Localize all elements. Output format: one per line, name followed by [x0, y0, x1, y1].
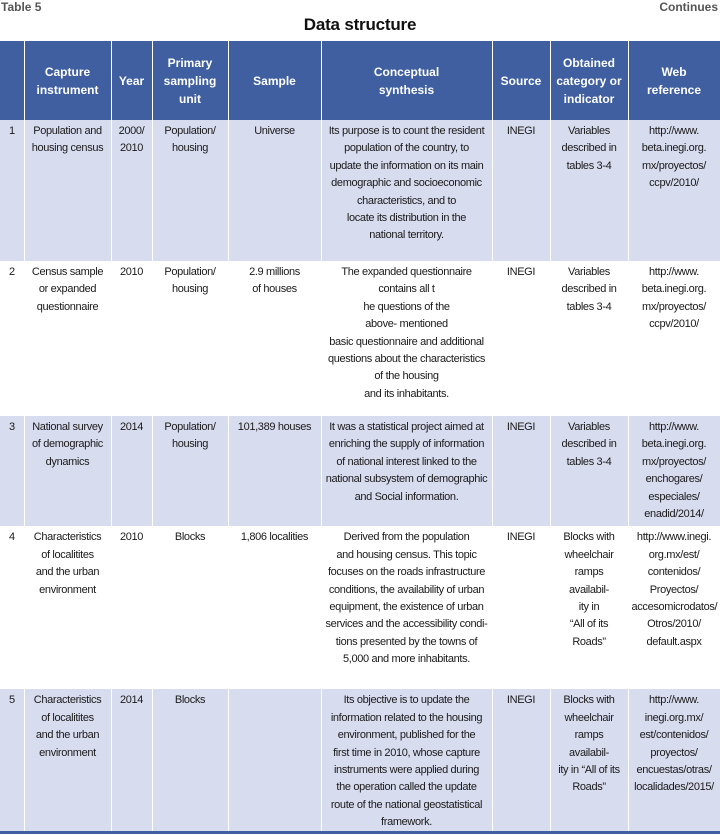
column-header-obtained-category: Obtained category or indicator — [550, 41, 628, 120]
row-number: 3 — [0, 416, 24, 526]
sample-cell: 101,389 houses — [228, 416, 321, 526]
conceptual-synthesis-cell: It was a statistical project aimed at enriching the supply of information of national interest linked to the national subsystem of demographic and Social information. — [321, 416, 492, 526]
year-cell: 2010 — [111, 526, 152, 689]
table-row — [0, 261, 720, 416]
capture-instrument-cell: Characteristics of localitites and the urban environment — [24, 526, 111, 689]
column-header-web-reference: Web reference — [628, 41, 720, 120]
source-cell: INEGI — [492, 120, 550, 261]
top-bar — [0, 0, 720, 16]
obtained-indicator-cell: Variables described in tables 3-4 — [550, 416, 628, 526]
sampling-unit-cell: Population/ housing — [152, 120, 228, 261]
row-number: 2 — [0, 261, 24, 416]
conceptual-synthesis-cell: The expanded questionnaire contains all t he questions of the above- mentioned basic questionnaire and additional questions about the characteristics of the housing and its inhabitants. — [321, 261, 492, 416]
row-number: 4 — [0, 526, 24, 689]
source-cell: INEGI — [492, 261, 550, 416]
column-header-source: Source — [492, 41, 550, 120]
web-reference-cell: http://www. beta.inegi.org. mx/proyectos/ ccpv/2010/ — [628, 120, 720, 261]
capture-instrument-cell: Census sample or expanded questionnaire — [24, 261, 111, 416]
obtained-indicator-cell: Variables described in tables 3-4 — [550, 120, 628, 261]
continues-label: Continues — [659, 0, 718, 14]
source-cell: INEGI — [492, 416, 550, 526]
row-number: 1 — [0, 120, 24, 261]
data-structure-table-wrapper — [0, 41, 720, 834]
column-header-year: Year — [111, 41, 152, 120]
table-row — [0, 416, 720, 526]
data-structure-table — [0, 41, 720, 834]
row-number: 5 — [0, 689, 24, 834]
column-header-capture-instrument: Capture instrument — [24, 41, 111, 120]
sampling-unit-cell: Blocks — [152, 689, 228, 834]
capture-instrument-cell: Population and housing census — [24, 120, 111, 261]
sampling-unit-cell: Population/ housing — [152, 261, 228, 416]
year-cell: 2010 — [111, 261, 152, 416]
sampling-unit-cell: Population/ housing — [152, 416, 228, 526]
column-header-sample: Sample — [228, 41, 321, 120]
conceptual-synthesis-cell: Derived from the population and housing census. This topic focuses on the roads infrastructure conditions, the availability of urban equipment, the existence of urban services and the accessibility condi- tions presented by the towns of 5,000 and more inhabitants. — [321, 526, 492, 689]
conceptual-synthesis-cell: Its purpose is to count the resident population of the country, to update the information on its main demographic and socioeconomic characteristics, and to locate its distribution in the national territory. — [321, 120, 492, 261]
table-row — [0, 689, 720, 834]
table-title: Data structure — [303, 15, 417, 34]
web-reference-cell: http://www. inegi.org.mx/ est/contenidos/ proyectos/ encuestas/otras/ localidades/2015/ — [628, 689, 720, 834]
sampling-unit-cell: Blocks — [152, 526, 228, 689]
web-reference-cell: http://www. beta.inegi.org. mx/proyectos/ enchogares/ especiales/ enadid/2014/ — [628, 416, 720, 526]
conceptual-synthesis-cell: Its objective is to update the information related to the housing environment, published for the first time in 2010, whose capture instruments were applied during the operation called the update route of the national geostatistical framework. — [321, 689, 492, 834]
web-reference-cell: http://www. beta.inegi.org. mx/proyectos/ ccpv/2010/ — [628, 261, 720, 416]
column-header-number — [0, 41, 24, 120]
source-cell: INEGI — [492, 526, 550, 689]
capture-instrument-cell: National survey of demographic dynamics — [24, 416, 111, 526]
table-header-row — [0, 41, 720, 120]
capture-instrument-cell: Characteristics of localitites and the urban environment — [24, 689, 111, 834]
obtained-indicator-cell: Blocks with wheelchair ramps availabil- ity in “All of its Roads” — [550, 526, 628, 689]
obtained-indicator-cell: Blocks with wheelchair ramps availabil- ity in “All of its Roads” — [550, 689, 628, 834]
column-header-primary-sampling-unit: Primary sampling unit — [152, 41, 228, 120]
sample-cell: 2.9 millions of houses — [228, 261, 321, 416]
year-cell: 2014 — [111, 416, 152, 526]
year-cell: 2014 — [111, 689, 152, 834]
column-header-conceptual-synthesis: Conceptual synthesis — [321, 41, 492, 120]
source-cell: INEGI — [492, 689, 550, 834]
year-cell: 2000/ 2010 — [111, 120, 152, 261]
table-number-label: Table 5 — [1, 0, 42, 14]
table-row — [0, 120, 720, 261]
table-row — [0, 526, 720, 689]
sample-cell — [228, 689, 321, 834]
sample-cell: 1,806 localities — [228, 526, 321, 689]
web-reference-cell: http://www.inegi. org.mx/est/ contenidos/ Proyectos/ accesomicrodatos/ Otros/2010/ default.aspx — [628, 526, 720, 689]
obtained-indicator-cell: Variables described in tables 3-4 — [550, 261, 628, 416]
sample-cell: Universe — [228, 120, 321, 261]
